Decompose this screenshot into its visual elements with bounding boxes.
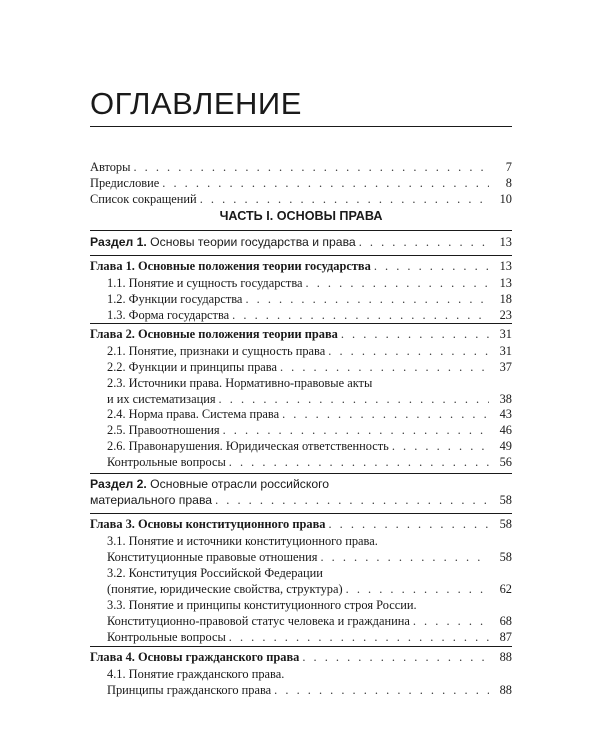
toc-chapter-4[interactable]: Глава 4. Основы гражданского права . . . 88	[90, 650, 512, 666]
toc-section-1[interactable]: Раздел 1. Основы теории государства и права . . . 13	[90, 235, 512, 251]
dot-leader	[320, 550, 489, 566]
toc-entry-abbreviations[interactable]: Список сокращений . . . 10	[90, 192, 512, 208]
page-number: 87	[499, 630, 512, 644]
page-number: 37	[499, 360, 512, 374]
dot-leader	[223, 423, 489, 439]
page-number: 13	[499, 235, 512, 249]
toc-chapter-3[interactable]: Глава 3. Основы конституционного права . . . 58	[90, 517, 512, 533]
dot-leader	[245, 292, 489, 308]
section-rule	[90, 230, 512, 231]
page-number: 56	[499, 455, 512, 469]
toc-item-3-1[interactable]: 3.1. Понятие и источники конституционного права. Конституционные правовые отношения . . . 58	[107, 534, 512, 566]
page-number: 13	[499, 276, 512, 290]
page-number: 38	[499, 391, 512, 406]
page-number: 46	[499, 423, 512, 437]
section-rule	[90, 473, 512, 474]
chapter-rule	[90, 323, 512, 324]
dot-leader	[219, 392, 489, 408]
dot-leader	[341, 327, 489, 343]
toc-item-2-1[interactable]: 2.1. Понятие, признаки и сущность права . . . 31	[107, 344, 512, 360]
page-number: 31	[499, 344, 512, 358]
page-number: 88	[499, 650, 512, 664]
toc-chapter-1[interactable]: Глава 1. Основные положения теории государства . . . 13	[90, 259, 512, 275]
dot-leader	[229, 630, 489, 646]
page-number: 31	[499, 327, 512, 341]
toc-item-2-5[interactable]: 2.5. Правоотношения . . . 46	[107, 423, 512, 439]
dot-leader	[328, 344, 489, 360]
toc-item-3-3[interactable]: 3.3. Понятие и принципы конституционного строя России. Конституционно-правовой статус человека и гражданина . . . 68	[107, 598, 512, 630]
dot-leader	[274, 683, 489, 699]
dot-leader	[374, 259, 489, 275]
chapter-rule	[90, 255, 512, 256]
toc-item-2-6[interactable]: 2.6. Правонарушения. Юридическая ответственность . . . 49	[107, 439, 512, 455]
dot-leader	[133, 160, 489, 176]
toc-item-1-2[interactable]: 1.2. Функции государства . . . 18	[107, 292, 512, 308]
toc-item-3-2[interactable]: 3.2. Конституция Российской Федерации (понятие, юридические свойства, структура) . . . 62	[107, 566, 512, 598]
page-number: 58	[499, 517, 512, 531]
dot-leader	[413, 614, 489, 630]
toc-item-1-3[interactable]: 1.3. Форма государства . . . 23	[107, 308, 512, 324]
dot-leader	[359, 235, 489, 251]
part-title: ЧАСТЬ I. ОСНОВЫ ПРАВА	[219, 209, 383, 223]
toc-entry-preface[interactable]: Предисловие . . . 8	[90, 176, 512, 192]
toc-chapter-2[interactable]: Глава 2. Основные положения теории права . . . 31	[90, 327, 512, 343]
dot-leader	[229, 455, 489, 471]
dot-leader	[282, 407, 489, 423]
dot-leader	[302, 650, 489, 666]
dot-leader	[328, 517, 489, 533]
dot-leader	[346, 582, 489, 598]
dot-leader	[280, 360, 489, 376]
page-number: 58	[499, 492, 512, 507]
toc-item-2-4[interactable]: 2.4. Норма права. Система права . . . 43	[107, 407, 512, 423]
page-number: 43	[499, 407, 512, 421]
chapter-rule	[90, 513, 512, 514]
page-title: ОГЛАВЛЕНИЕ	[90, 86, 302, 121]
page-number: 68	[499, 613, 512, 628]
page-number: 23	[499, 308, 512, 322]
toc-item-2-questions[interactable]: Контрольные вопросы . . . 56	[107, 455, 512, 471]
dot-leader	[200, 192, 489, 208]
page-number: 10	[499, 192, 512, 206]
toc-item-2-3[interactable]: 2.3. Источники права. Нормативно-правовые акты и их систематизация . . . 38	[107, 376, 512, 408]
toc-item-1-1[interactable]: 1.1. Понятие и сущность государства . . . 13	[107, 276, 512, 292]
page-number: 7	[505, 160, 512, 174]
page-number: 13	[499, 259, 512, 273]
page-number: 18	[499, 292, 512, 306]
chapter-rule	[90, 646, 512, 647]
dot-leader	[392, 439, 489, 455]
toc-item-2-2[interactable]: 2.2. Функции и принципы права . . . 37	[107, 360, 512, 376]
page-number: 88	[499, 682, 512, 697]
page-number: 58	[499, 549, 512, 564]
dot-leader	[306, 276, 489, 292]
dot-leader	[215, 493, 489, 509]
page-number: 62	[499, 581, 512, 596]
toc-section-2[interactable]: Раздел 2. Основные отрасли российского материального права . . . 58	[90, 477, 512, 509]
toc-item-4-1[interactable]: 4.1. Понятие гражданского права. Принципы гражданского права . . . 88	[107, 667, 512, 699]
page-number: 8	[505, 176, 512, 190]
page-number: 49	[499, 439, 512, 453]
toc-entry-authors[interactable]: Авторы . . . 7	[90, 160, 512, 176]
dot-leader	[232, 308, 489, 324]
dot-leader	[162, 176, 489, 192]
toc-item-3-questions[interactable]: Контрольные вопросы . . . 87	[107, 630, 512, 646]
